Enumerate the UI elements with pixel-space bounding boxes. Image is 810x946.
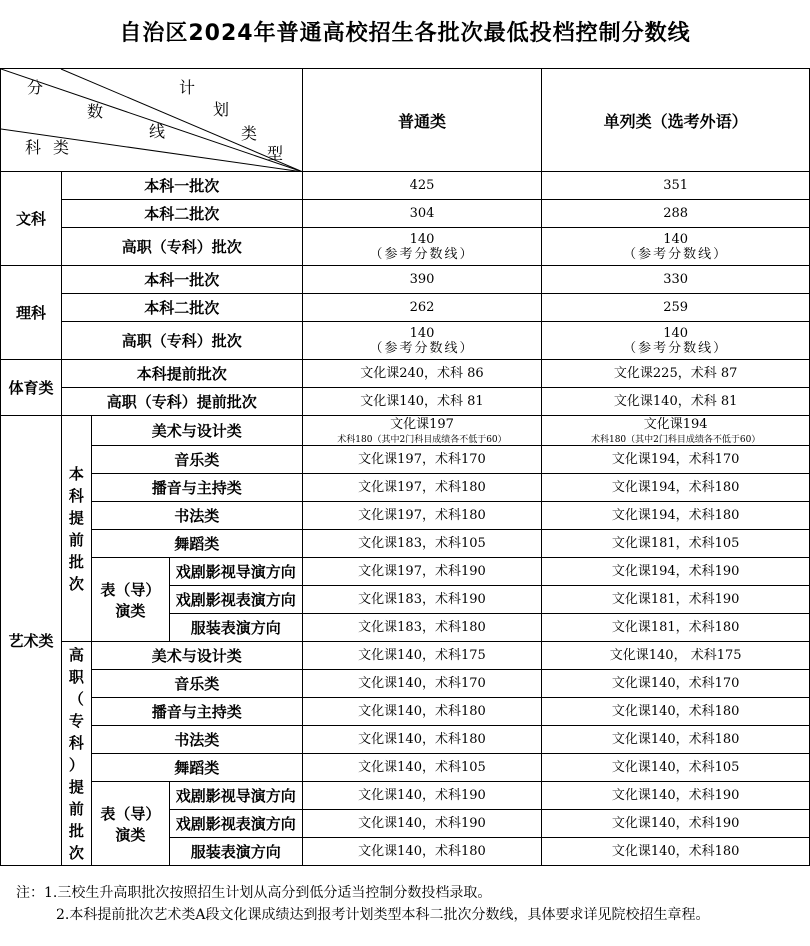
vertical-char: （ bbox=[68, 689, 84, 708]
score-cell: 文化课194，术科190 bbox=[542, 558, 810, 586]
score-cell: 文化课183，术科105 bbox=[302, 530, 542, 558]
category-label: 戏剧影视表演方向 bbox=[169, 586, 302, 614]
score-cell: 文化课140，术科105 bbox=[542, 754, 810, 782]
vertical-char: 科 bbox=[68, 733, 84, 752]
subgroup-label-biaodao bbox=[91, 558, 169, 642]
biaodao-line: 表（导） bbox=[100, 804, 161, 823]
score-cell: 文化课140，术科180 bbox=[302, 726, 542, 754]
score-cell: 文化课140，术科180 bbox=[542, 838, 810, 866]
score-cell: 文化课140，术科175 bbox=[302, 642, 542, 670]
category-label: 音乐类 bbox=[91, 670, 302, 698]
category-label: 书法类 bbox=[91, 502, 302, 530]
score-cell-with-note bbox=[542, 228, 810, 266]
column-header-general: 普通类 bbox=[302, 69, 542, 172]
vertical-char: 科 bbox=[68, 486, 84, 505]
category-label: 舞蹈类 bbox=[91, 530, 302, 558]
score-cell: 文化课181，术科105 bbox=[542, 530, 810, 558]
vertical-char: 前 bbox=[68, 530, 84, 549]
category-label: 舞蹈类 bbox=[91, 754, 302, 782]
score-cell: 文化课140，术科 81 bbox=[542, 388, 810, 416]
score-cell-with-note bbox=[542, 322, 810, 360]
score-note: （参考分数线） bbox=[369, 340, 475, 356]
category-label: 书法类 bbox=[91, 726, 302, 754]
biaodao-line: 演类 bbox=[115, 601, 146, 620]
score-cell: 390 bbox=[302, 266, 542, 294]
batch-label: 本科二批次 bbox=[61, 200, 302, 228]
batch-label: 高职（专科）批次 bbox=[61, 322, 302, 360]
group-label-like: 理科 bbox=[1, 266, 62, 360]
diag-word: 科 bbox=[25, 138, 42, 157]
diag-word: 类 bbox=[53, 138, 70, 157]
subgroup-label-gaozhi-tiqian bbox=[61, 642, 91, 866]
batch-label: 高职（专科）提前批次 bbox=[61, 388, 302, 416]
vertical-char: 提 bbox=[68, 508, 84, 527]
score-cell: 文化课181，术科190 bbox=[542, 586, 810, 614]
category-label: 美术与设计类 bbox=[91, 416, 302, 446]
diag-word: 型 bbox=[267, 144, 284, 163]
category-label: 戏剧影视导演方向 bbox=[169, 782, 302, 810]
footnote-1: 注：1.三校生升高职批次按照招生计划从高分到低分适当控制分数投档录取。 bbox=[16, 885, 492, 901]
score-cell: 文化课140，术科190 bbox=[542, 782, 810, 810]
score-value: 文化课194 bbox=[643, 416, 708, 432]
score-cell-two-line bbox=[302, 416, 542, 446]
category-label: 服装表演方向 bbox=[169, 614, 302, 642]
score-cell: 文化课140，术科180 bbox=[542, 698, 810, 726]
score-note: （参考分数线） bbox=[623, 246, 729, 262]
score-cell: 文化课197，术科170 bbox=[302, 446, 542, 474]
score-value: 文化课197 bbox=[390, 416, 454, 432]
category-label: 播音与主持类 bbox=[91, 474, 302, 502]
diag-word: 类 bbox=[241, 124, 258, 143]
biaodao-line: 演类 bbox=[115, 825, 146, 844]
score-note: （参考分数线） bbox=[369, 246, 475, 262]
category-label: 播音与主持类 bbox=[91, 698, 302, 726]
group-label-wenke: 文科 bbox=[1, 172, 62, 266]
category-label: 戏剧影视表演方向 bbox=[169, 810, 302, 838]
score-cell: 351 bbox=[542, 172, 810, 200]
category-label: 音乐类 bbox=[91, 446, 302, 474]
score-cell: 304 bbox=[302, 200, 542, 228]
score-cell: 文化课183，术科190 bbox=[302, 586, 542, 614]
score-cell: 文化课140，术科105 bbox=[302, 754, 542, 782]
category-label: 戏剧影视导演方向 bbox=[169, 558, 302, 586]
group-label-yishu: 艺术类 bbox=[1, 416, 62, 866]
score-cell-with-note bbox=[302, 228, 542, 266]
category-label: 服装表演方向 bbox=[169, 838, 302, 866]
score-cell: 文化课140，术科190 bbox=[542, 810, 810, 838]
vertical-char: 次 bbox=[68, 843, 84, 862]
score-cell: 文化课194，术科170 bbox=[542, 446, 810, 474]
subgroup-label-biaodao bbox=[91, 782, 169, 866]
score-detail: 术科180（其中2门科目成绩各不低于60） bbox=[337, 434, 507, 445]
score-cell: 文化课197，术科190 bbox=[302, 558, 542, 586]
column-header-single: 单列类（选考外语） bbox=[542, 69, 810, 172]
page-title: 自治区2024年普通高校招生各批次最低投档控制分数线 bbox=[119, 21, 691, 46]
batch-label: 本科一批次 bbox=[61, 172, 302, 200]
vertical-char: 次 bbox=[68, 574, 84, 593]
score-cell-with-note bbox=[302, 322, 542, 360]
vertical-char: 前 bbox=[68, 799, 84, 818]
group-label-tiyu: 体育类 bbox=[1, 360, 62, 416]
vertical-char: 职 bbox=[68, 667, 84, 686]
vertical-char: 本 bbox=[68, 464, 84, 483]
vertical-char: 提 bbox=[68, 777, 84, 796]
score-cell: 文化课140，术科180 bbox=[542, 726, 810, 754]
score-cell: 330 bbox=[542, 266, 810, 294]
score-cell: 288 bbox=[542, 200, 810, 228]
diagonal-header bbox=[1, 69, 303, 172]
score-value: 140 bbox=[409, 325, 435, 341]
score-detail: 术科180（其中2门科目成绩各不低于60） bbox=[590, 434, 761, 445]
score-cell: 文化课140，术科190 bbox=[302, 782, 542, 810]
score-cell: 文化课194，术科180 bbox=[542, 474, 810, 502]
score-cell: 文化课197，术科180 bbox=[302, 502, 542, 530]
score-cell: 425 bbox=[302, 172, 542, 200]
score-cell: 文化课140， 术科175 bbox=[542, 642, 810, 670]
footnote-2: 2.本科提前批次艺术类A段文化课成绩达到报考计划类型本科二批次分数线，具体要求详见院校招生章程。 bbox=[56, 907, 710, 923]
score-cell: 文化课140，术科180 bbox=[302, 698, 542, 726]
batch-label: 本科提前批次 bbox=[61, 360, 302, 388]
diag-word: 数 bbox=[87, 102, 104, 121]
score-value: 140 bbox=[663, 231, 689, 247]
score-cell: 文化课183，术科180 bbox=[302, 614, 542, 642]
batch-label: 本科一批次 bbox=[61, 266, 302, 294]
score-cell: 文化课181，术科180 bbox=[542, 614, 810, 642]
score-cell: 文化课240，术科 86 bbox=[302, 360, 542, 388]
batch-label: 高职（专科）批次 bbox=[61, 228, 302, 266]
score-cell: 文化课197，术科180 bbox=[302, 474, 542, 502]
diag-word: 分 bbox=[27, 78, 44, 97]
score-cell: 259 bbox=[542, 294, 810, 322]
score-cell: 文化课140，术科 81 bbox=[302, 388, 542, 416]
score-cell: 文化课140，术科170 bbox=[542, 670, 810, 698]
score-cell: 文化课194，术科180 bbox=[542, 502, 810, 530]
subgroup-label-benke-tiqian bbox=[61, 416, 91, 642]
vertical-char: 高 bbox=[68, 645, 84, 664]
vertical-char: 批 bbox=[68, 552, 84, 571]
diag-word: 线 bbox=[149, 122, 166, 141]
vertical-char: 批 bbox=[68, 821, 84, 840]
diag-word: 计 bbox=[179, 78, 196, 97]
score-cell: 文化课140，术科180 bbox=[302, 838, 542, 866]
score-value: 140 bbox=[409, 231, 435, 247]
vertical-char: ） bbox=[68, 755, 84, 774]
score-cell: 文化课225，术科 87 bbox=[542, 360, 810, 388]
score-cell: 文化课140，术科170 bbox=[302, 670, 542, 698]
score-cell: 文化课140，术科190 bbox=[302, 810, 542, 838]
vertical-char: 专 bbox=[68, 711, 84, 730]
diag-word: 划 bbox=[213, 100, 230, 119]
score-cell: 262 bbox=[302, 294, 542, 322]
score-cell-two-line bbox=[542, 416, 810, 446]
score-table bbox=[0, 68, 810, 866]
biaodao-line: 表（导） bbox=[100, 580, 161, 599]
score-note: （参考分数线） bbox=[623, 340, 729, 356]
category-label: 美术与设计类 bbox=[91, 642, 302, 670]
score-value: 140 bbox=[663, 325, 689, 341]
batch-label: 本科二批次 bbox=[61, 294, 302, 322]
